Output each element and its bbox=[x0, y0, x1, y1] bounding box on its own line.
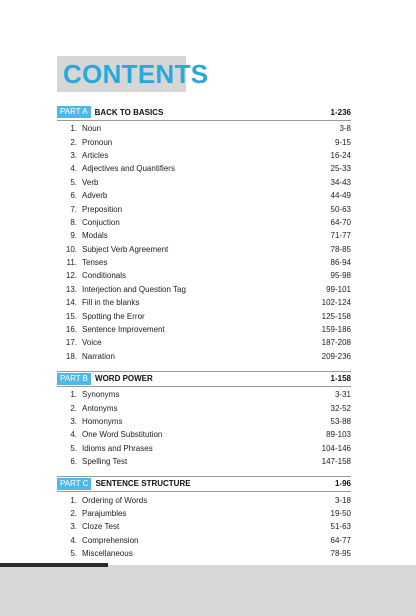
entry-number: 3. bbox=[70, 417, 77, 426]
entry-pages: 187-208 bbox=[321, 338, 351, 348]
toc-entry bbox=[57, 388, 351, 401]
entry-number: 5. bbox=[70, 177, 77, 187]
entry-number: 1. bbox=[70, 390, 77, 400]
entry-label: Miscellaneous bbox=[82, 549, 133, 559]
entry-pages: 102-124 bbox=[321, 298, 351, 308]
entry-number: 2. bbox=[70, 403, 77, 413]
entry-number: 18. bbox=[65, 351, 77, 361]
toc-entry bbox=[57, 243, 351, 256]
entry-pages: 159-186 bbox=[321, 325, 351, 335]
footer-band bbox=[0, 565, 416, 616]
page-title: CONTENTS bbox=[63, 59, 209, 89]
entry-pages: 50-63 bbox=[330, 204, 351, 214]
entry-label: Modals bbox=[82, 231, 108, 241]
toc-entry bbox=[57, 415, 351, 428]
entry-label: Comprehension bbox=[82, 535, 139, 545]
entry-label: Sentence Improvement bbox=[82, 325, 165, 335]
toc-entry bbox=[57, 135, 351, 148]
part-divider bbox=[57, 120, 351, 121]
entry-label: Spelling Test bbox=[82, 457, 128, 467]
part-title: BACK TO BASICS bbox=[94, 107, 164, 117]
entry-label: Voice bbox=[82, 338, 102, 348]
toc-entry bbox=[57, 283, 351, 296]
entry-number: 15. bbox=[65, 311, 77, 321]
toc-entry bbox=[57, 229, 351, 242]
entry-pages: 95-98 bbox=[330, 271, 351, 281]
entry-label: Parajumbles bbox=[82, 508, 127, 518]
toc-entry bbox=[57, 269, 351, 282]
toc-entry bbox=[57, 428, 351, 441]
toc-entry bbox=[57, 296, 351, 309]
entry-number: 5. bbox=[70, 443, 77, 453]
entry-label: Pronoun bbox=[82, 137, 113, 147]
toc-entry bbox=[57, 401, 351, 414]
entry-number: 8. bbox=[70, 217, 77, 227]
entry-label: Synonyms bbox=[82, 390, 120, 400]
part-header bbox=[57, 476, 351, 490]
entry-number: 6. bbox=[70, 457, 77, 467]
part-badge: PART B bbox=[57, 373, 91, 385]
toc-entry bbox=[57, 309, 351, 322]
toc-part-section bbox=[57, 371, 351, 468]
entry-label: One Word Substitution bbox=[82, 430, 163, 440]
entry-label: Conjuction bbox=[82, 217, 120, 227]
entry-pages: 44-49 bbox=[330, 191, 351, 201]
entry-number: 2. bbox=[70, 508, 77, 518]
entry-label: Noun bbox=[82, 124, 102, 134]
toc-entry bbox=[57, 336, 351, 349]
entry-label: Ordering of Words bbox=[82, 495, 148, 505]
entry-number: 4. bbox=[70, 535, 77, 545]
entry-number: 5. bbox=[70, 549, 77, 559]
part-pages: 1-96 bbox=[334, 479, 351, 489]
toc-entry bbox=[57, 176, 351, 189]
toc-entry bbox=[57, 547, 351, 560]
entry-pages: 209-236 bbox=[321, 351, 351, 361]
entry-pages: 3-18 bbox=[334, 495, 351, 505]
entry-pages: 78-85 bbox=[330, 244, 351, 254]
part-divider bbox=[57, 491, 351, 492]
toc-entry bbox=[57, 202, 351, 215]
entry-pages: 51-63 bbox=[330, 522, 351, 532]
entry-label: Tenses bbox=[82, 258, 108, 268]
entry-label: Verb bbox=[82, 177, 99, 187]
entry-pages: 86-94 bbox=[330, 258, 351, 268]
part-divider bbox=[57, 386, 351, 387]
toc-entry bbox=[57, 256, 351, 269]
footer-accent-bar bbox=[0, 563, 108, 567]
entry-pages: 34-43 bbox=[330, 177, 351, 187]
toc-part-section bbox=[57, 476, 351, 560]
entry-label: Conditionals bbox=[82, 271, 127, 281]
entry-pages: 125-158 bbox=[321, 311, 351, 321]
entry-pages: 78-95 bbox=[330, 549, 351, 559]
entry-label: Narration bbox=[82, 351, 115, 361]
part-title: SENTENCE STRUCTURE bbox=[95, 479, 191, 489]
toc-entry bbox=[57, 442, 351, 455]
entry-pages: 99-101 bbox=[326, 284, 351, 294]
part-title: WORD POWER bbox=[95, 374, 153, 384]
toc-entry bbox=[57, 162, 351, 175]
entry-number: 13. bbox=[65, 284, 77, 294]
toc-part-section bbox=[57, 105, 351, 363]
entry-number: 3. bbox=[70, 150, 77, 160]
entry-number: 16. bbox=[65, 325, 77, 335]
entry-pages: 9-15 bbox=[334, 137, 351, 147]
entry-pages: 53-88 bbox=[330, 417, 351, 426]
entry-label: Adverb bbox=[82, 191, 108, 201]
entry-label: Preposition bbox=[82, 204, 123, 214]
table-of-contents bbox=[57, 105, 351, 568]
entry-label: Idioms and Phrases bbox=[82, 443, 153, 453]
entry-label: Subject Verb Agreement bbox=[82, 244, 169, 254]
toc-entry bbox=[57, 149, 351, 162]
toc-entry bbox=[57, 323, 351, 336]
toc-entry bbox=[57, 455, 351, 468]
toc-entry bbox=[57, 534, 351, 547]
entry-number: 4. bbox=[70, 430, 77, 440]
entry-pages: 89-103 bbox=[326, 430, 351, 440]
entry-pages: 19-50 bbox=[330, 508, 351, 518]
entry-pages: 64-77 bbox=[330, 535, 351, 545]
entry-number: 17. bbox=[65, 338, 77, 348]
entry-pages: 3-31 bbox=[334, 390, 351, 400]
entry-number: 12. bbox=[65, 271, 77, 281]
part-badge: PART A bbox=[57, 106, 91, 118]
entry-label: Homonyms bbox=[82, 417, 123, 426]
entry-number: 1. bbox=[70, 495, 77, 505]
toc-entry bbox=[57, 350, 351, 363]
entry-number: 14. bbox=[65, 298, 77, 308]
entry-label: Adjectives and Quantifiers bbox=[82, 164, 175, 174]
entry-label: Articles bbox=[82, 150, 109, 160]
toc-entry bbox=[57, 507, 351, 520]
entry-number: 9. bbox=[70, 231, 77, 241]
toc-entry bbox=[57, 122, 351, 135]
entry-pages: 3-8 bbox=[339, 124, 351, 134]
entry-label: Fill in the blanks bbox=[82, 298, 140, 308]
entry-pages: 64-70 bbox=[330, 217, 351, 227]
entry-number: 10. bbox=[65, 244, 77, 254]
entry-pages: 104-146 bbox=[321, 443, 351, 453]
toc-entry bbox=[57, 189, 351, 202]
part-badge: PART C bbox=[57, 478, 91, 490]
entry-label: Antonyms bbox=[82, 403, 118, 413]
entry-number: 4. bbox=[70, 164, 77, 174]
entry-pages: 147-158 bbox=[321, 457, 351, 467]
toc-entry bbox=[57, 216, 351, 229]
entry-number: 2. bbox=[70, 137, 77, 147]
part-pages: 1-236 bbox=[330, 107, 351, 117]
entry-pages: 71-77 bbox=[330, 231, 351, 241]
entry-pages: 16-24 bbox=[330, 150, 351, 160]
entry-pages: 32-52 bbox=[330, 403, 351, 413]
entry-label: Spotting the Error bbox=[82, 311, 145, 321]
part-header bbox=[57, 105, 351, 119]
entry-number: 7. bbox=[70, 204, 77, 214]
part-header bbox=[57, 371, 351, 385]
entry-number: 11. bbox=[66, 258, 77, 268]
entry-number: 6. bbox=[70, 191, 77, 201]
entry-pages: 25-33 bbox=[330, 164, 351, 174]
toc-entry bbox=[57, 493, 351, 506]
entry-number: 1. bbox=[70, 124, 77, 134]
part-pages: 1-158 bbox=[330, 374, 351, 384]
toc-entry bbox=[57, 520, 351, 533]
entry-label: Cloze Test bbox=[82, 522, 120, 532]
entry-label: Interjection and Question Tag bbox=[82, 284, 186, 294]
entry-number: 3. bbox=[70, 522, 77, 532]
